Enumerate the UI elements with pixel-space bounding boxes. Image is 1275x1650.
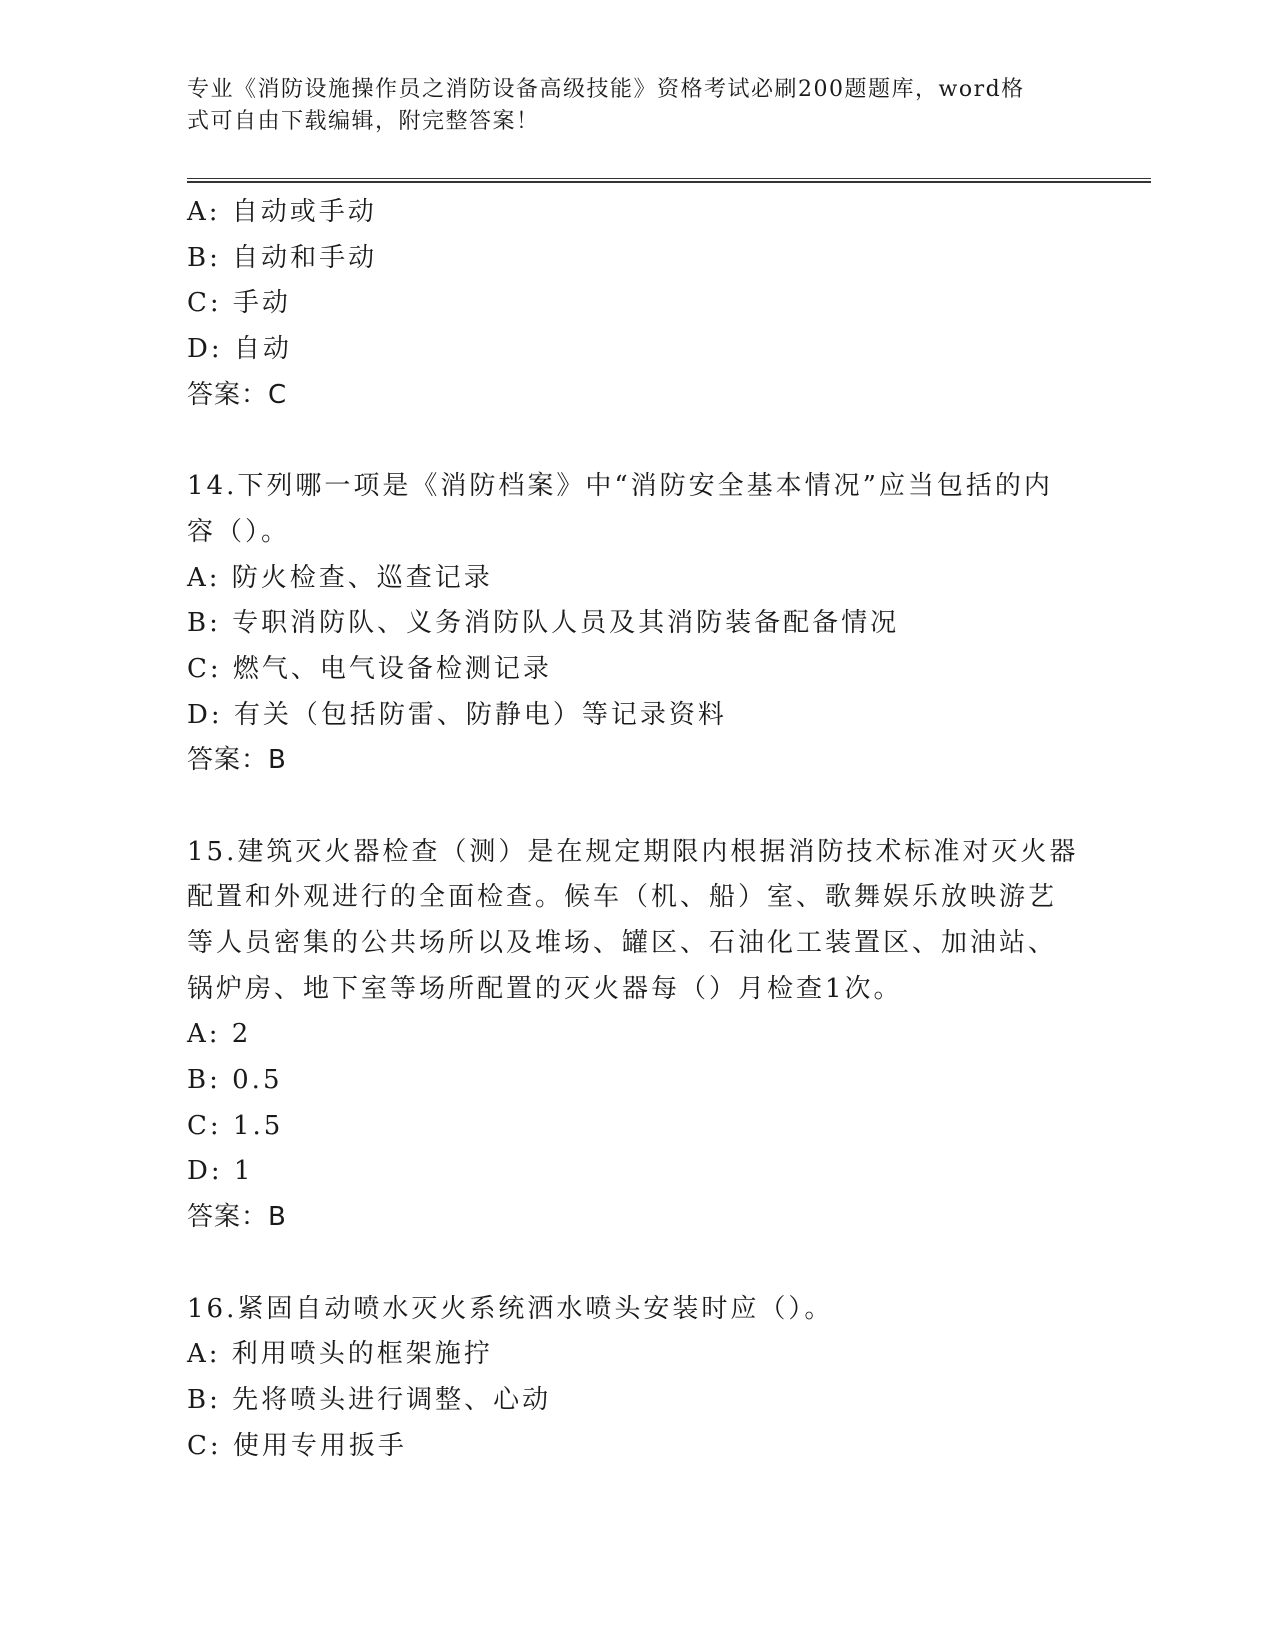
option-a: A: 2 — [187, 1019, 252, 1050]
answer-line: 答案：B — [187, 745, 287, 776]
header-divider — [187, 178, 1151, 183]
question-text-line: 容（）。 — [187, 516, 291, 547]
header-line-1: 专业《消防设施操作员之消防设备高级技能》资格考试必刷200题题库，word格 — [187, 77, 1025, 102]
question-text-line: 16.紧固自动喷水灭火系统洒水喷头安装时应（）。 — [187, 1293, 834, 1324]
question-block-13 — [187, 190, 1087, 418]
option-b: B: 先将喷头进行调整、心动 — [187, 1384, 552, 1415]
question-block-14 — [187, 464, 1087, 784]
question-text-line: 14.下列哪一项是《消防档案》中“消防安全基本情况”应当包括的内 — [187, 471, 1053, 502]
question-text-line: 15.建筑灭火器检查（测）是在规定期限内根据消防技术标准对灭火器 — [187, 836, 1079, 867]
option-c: C: 燃气、电气设备检测记录 — [187, 653, 552, 684]
question-text-line: 锅炉房、地下室等场所配置的灭火器每（）月检查1次。 — [187, 973, 903, 1004]
answer-line: 答案：C — [187, 379, 288, 410]
question-block-16 — [187, 1287, 1087, 1470]
option-b: B: 专职消防队、义务消防队人员及其消防装备配备情况 — [187, 608, 900, 639]
option-c: C: 1.5 — [187, 1110, 284, 1141]
option-d: D: 1 — [187, 1156, 254, 1187]
spacer — [187, 1241, 1087, 1287]
option-d: D: 自动 — [187, 334, 292, 365]
option-a: A: 防火检查、巡查记录 — [187, 562, 493, 593]
option-c: C: 使用专用扳手 — [187, 1430, 407, 1461]
option-a: A: 自动或手动 — [187, 197, 377, 227]
document-header — [187, 74, 1067, 138]
question-text-line: 等人员密集的公共场所以及堆场、罐区、石油化工装置区、加油站、 — [187, 928, 1058, 958]
option-d: D: 有关（包括防雷、防静电）等记录资料 — [187, 699, 727, 730]
option-b: B: 0.5 — [187, 1065, 283, 1096]
question-list — [187, 190, 1087, 1469]
question-block-15 — [187, 830, 1087, 1241]
answer-line: 答案：B — [187, 1202, 287, 1233]
option-b: B: 自动和手动 — [187, 242, 378, 273]
option-a: A: 利用喷头的框架施拧 — [187, 1339, 493, 1370]
question-text-line: 配置和外观进行的全面检查。候车（机、船）室、歌舞娱乐放映游艺 — [187, 882, 1058, 913]
option-c: C: 手动 — [187, 288, 291, 319]
spacer — [187, 418, 1087, 464]
header-line-2: 式可自由下载编辑，附完整答案！ — [187, 109, 540, 134]
spacer — [187, 784, 1087, 830]
